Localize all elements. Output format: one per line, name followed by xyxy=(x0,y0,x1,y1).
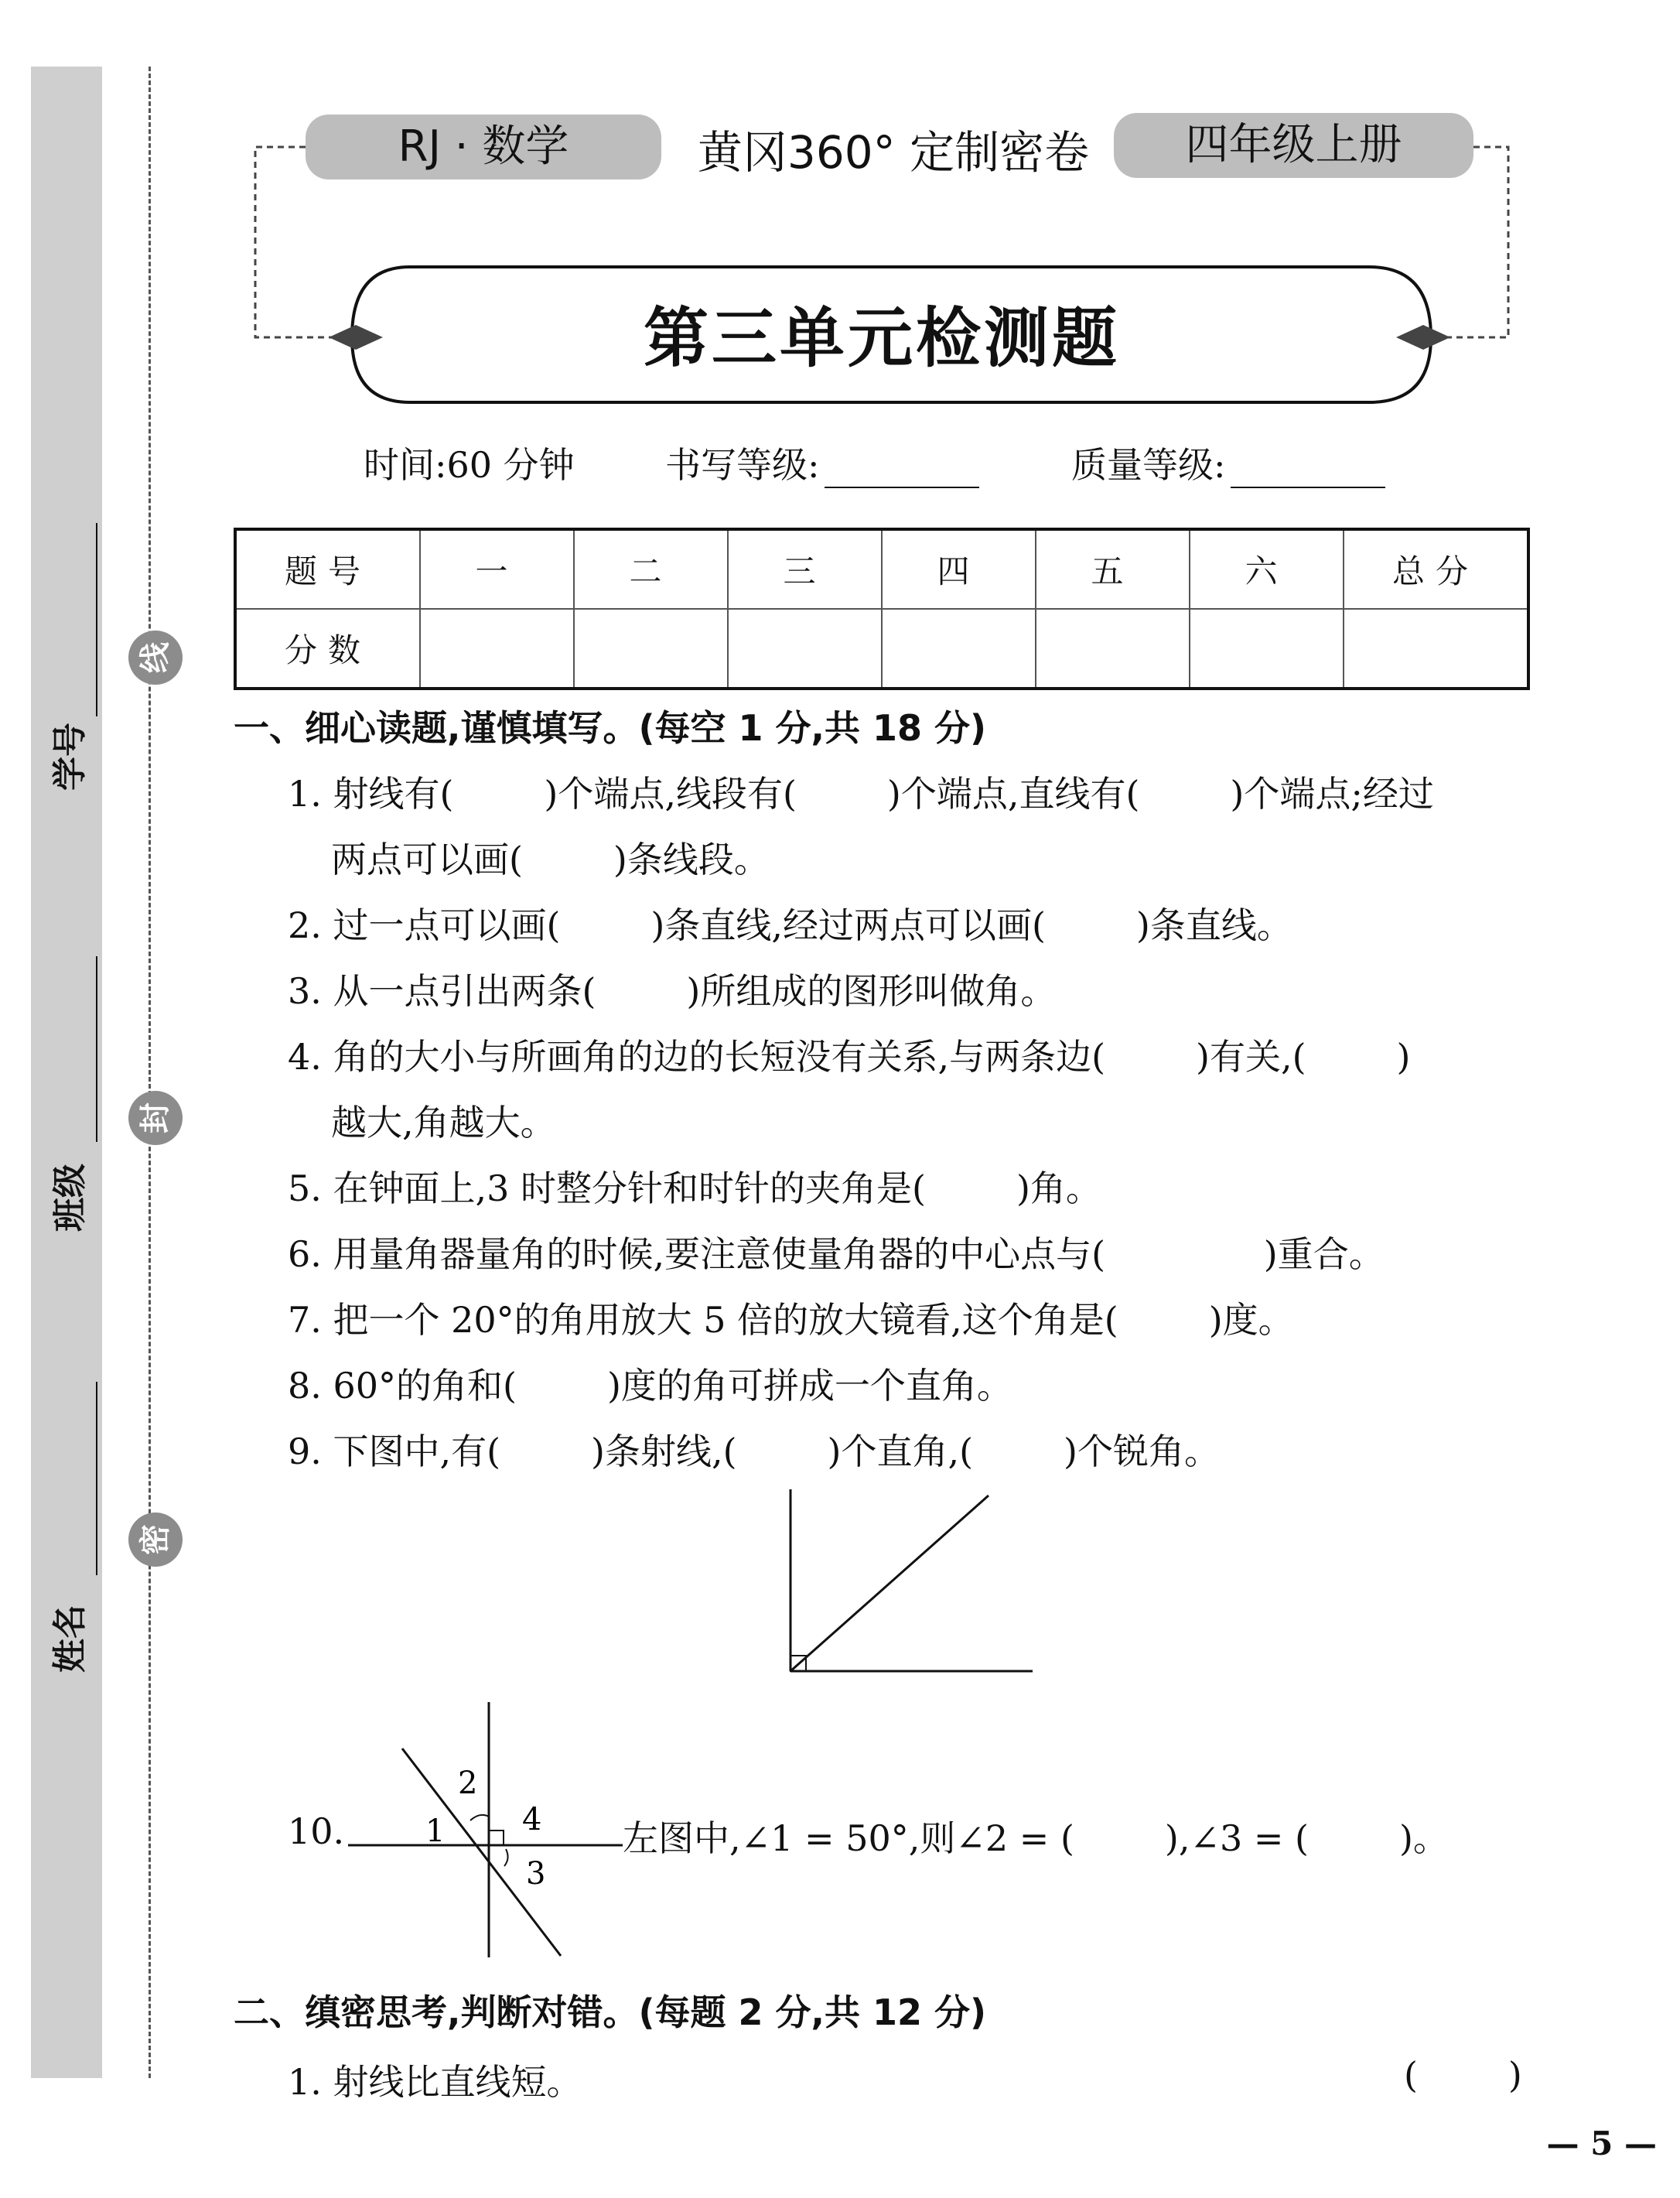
class-label: 班级 xyxy=(50,1164,90,1232)
score-table-score-row xyxy=(235,609,1528,689)
question-10-text: 左图中,∠1 = 50°,则∠2 = ( ),∠3 = ( )。 xyxy=(623,1817,1449,1859)
angle-label-3: 3 xyxy=(526,1856,546,1892)
page-number: — 5 — xyxy=(1546,2125,1657,2162)
score-cell[interactable] xyxy=(420,609,574,689)
page-title: 第三单元检测题 xyxy=(643,299,1120,376)
table-cell: 三 xyxy=(728,529,882,609)
score-cell[interactable] xyxy=(728,609,882,689)
name-label: 姓名 xyxy=(50,1605,90,1673)
quality-grade xyxy=(1071,437,1385,488)
table-cell: 分数 xyxy=(235,609,420,689)
angle-label-4: 4 xyxy=(522,1802,542,1837)
question-10-number: 10. xyxy=(288,1810,345,1852)
question-1a: 1. 射线有( )个端点,线段有( )个端点,直线有( )个端点;经过 xyxy=(288,773,1434,815)
question-1b: 两点可以画( )条线段。 xyxy=(331,839,770,880)
question-2: 2. 过一点可以画( )条直线,经过两点可以画( )条直线。 xyxy=(288,904,1292,946)
seal-line-badge: 线 xyxy=(128,631,183,685)
angle-3-arc xyxy=(504,1849,508,1866)
table-cell: 六 xyxy=(1190,529,1344,609)
quality-grade-label: 质量等级: xyxy=(1071,444,1226,486)
score-cell[interactable] xyxy=(882,609,1036,689)
angle-label-1: 1 xyxy=(425,1813,446,1849)
section-2-heading: 二、缜密思考,判断对错。(每题 2 分,共 12 分) xyxy=(234,1991,987,2033)
series-title: 黄冈360° 定制密卷 xyxy=(697,126,1090,179)
angle-2-arc xyxy=(470,1815,489,1820)
judge-question-1: 1. 射线比直线短。 xyxy=(288,2061,582,2103)
score-table-header-row xyxy=(235,529,1528,609)
table-cell: 总分 xyxy=(1344,529,1528,609)
q10-intersect-figure xyxy=(340,1694,634,1965)
question-7: 7. 把一个 20°的角用放大 5 倍的放大镜看,这个角是( )度。 xyxy=(288,1299,1294,1341)
table-cell: 二 xyxy=(574,529,728,609)
score-cell[interactable] xyxy=(1036,609,1190,689)
table-cell: 题号 xyxy=(235,529,420,609)
seal-secret-badge: 密 xyxy=(128,1513,183,1567)
table-cell: 五 xyxy=(1036,529,1190,609)
angle-label-2: 2 xyxy=(458,1766,478,1801)
quality-grade-blank[interactable] xyxy=(1231,451,1385,488)
oblique-line xyxy=(402,1748,561,1956)
grade-pill: 四年级上册 xyxy=(1114,113,1473,178)
question-4b: 越大,角越大。 xyxy=(331,1102,556,1143)
subject-pill: RJ · 数学 xyxy=(306,115,661,179)
oblique-ray xyxy=(790,1496,989,1671)
question-9: 9. 下图中,有( )条射线,( )个直角,( )个锐角。 xyxy=(288,1431,1220,1472)
question-4a: 4. 角的大小与所画角的边的长短没有关系,与两条边( )有关,( ) xyxy=(288,1036,1411,1078)
class-line xyxy=(96,956,97,1142)
score-cell[interactable] xyxy=(574,609,728,689)
score-cell[interactable] xyxy=(1190,609,1344,689)
question-8: 8. 60°的角和( )度的角可拼成一个直角。 xyxy=(288,1365,1012,1407)
right-angle-mark xyxy=(489,1831,504,1845)
writing-grade-blank[interactable] xyxy=(825,451,979,488)
writing-grade xyxy=(665,437,979,488)
seal-seal-badge: 封 xyxy=(128,1091,183,1145)
q9-angle-figure xyxy=(773,1482,1052,1683)
score-cell[interactable] xyxy=(1344,609,1528,689)
question-5: 5. 在钟面上,3 时整分针和时针的夹角是( )角。 xyxy=(288,1167,1101,1209)
question-6: 6. 用量角器量角的时候,要注意使量角器的中心点与( )重合。 xyxy=(288,1233,1385,1275)
question-3: 3. 从一点引出两条( )所组成的图形叫做角。 xyxy=(288,970,1057,1012)
student-id-label: 学号 xyxy=(50,723,90,791)
score-table xyxy=(234,528,1530,690)
table-cell: 一 xyxy=(420,529,574,609)
name-line xyxy=(96,1382,97,1575)
table-cell: 四 xyxy=(882,529,1036,609)
time-label: 时间:60 分钟 xyxy=(364,444,575,486)
judge-answer-paren[interactable]: ( ) xyxy=(1404,2054,1522,2096)
writing-grade-label: 书写等级: xyxy=(665,444,820,486)
student-id-line xyxy=(96,523,97,716)
section-1-heading: 一、细心读题,谨慎填写。(每空 1 分,共 18 分) xyxy=(234,707,987,749)
